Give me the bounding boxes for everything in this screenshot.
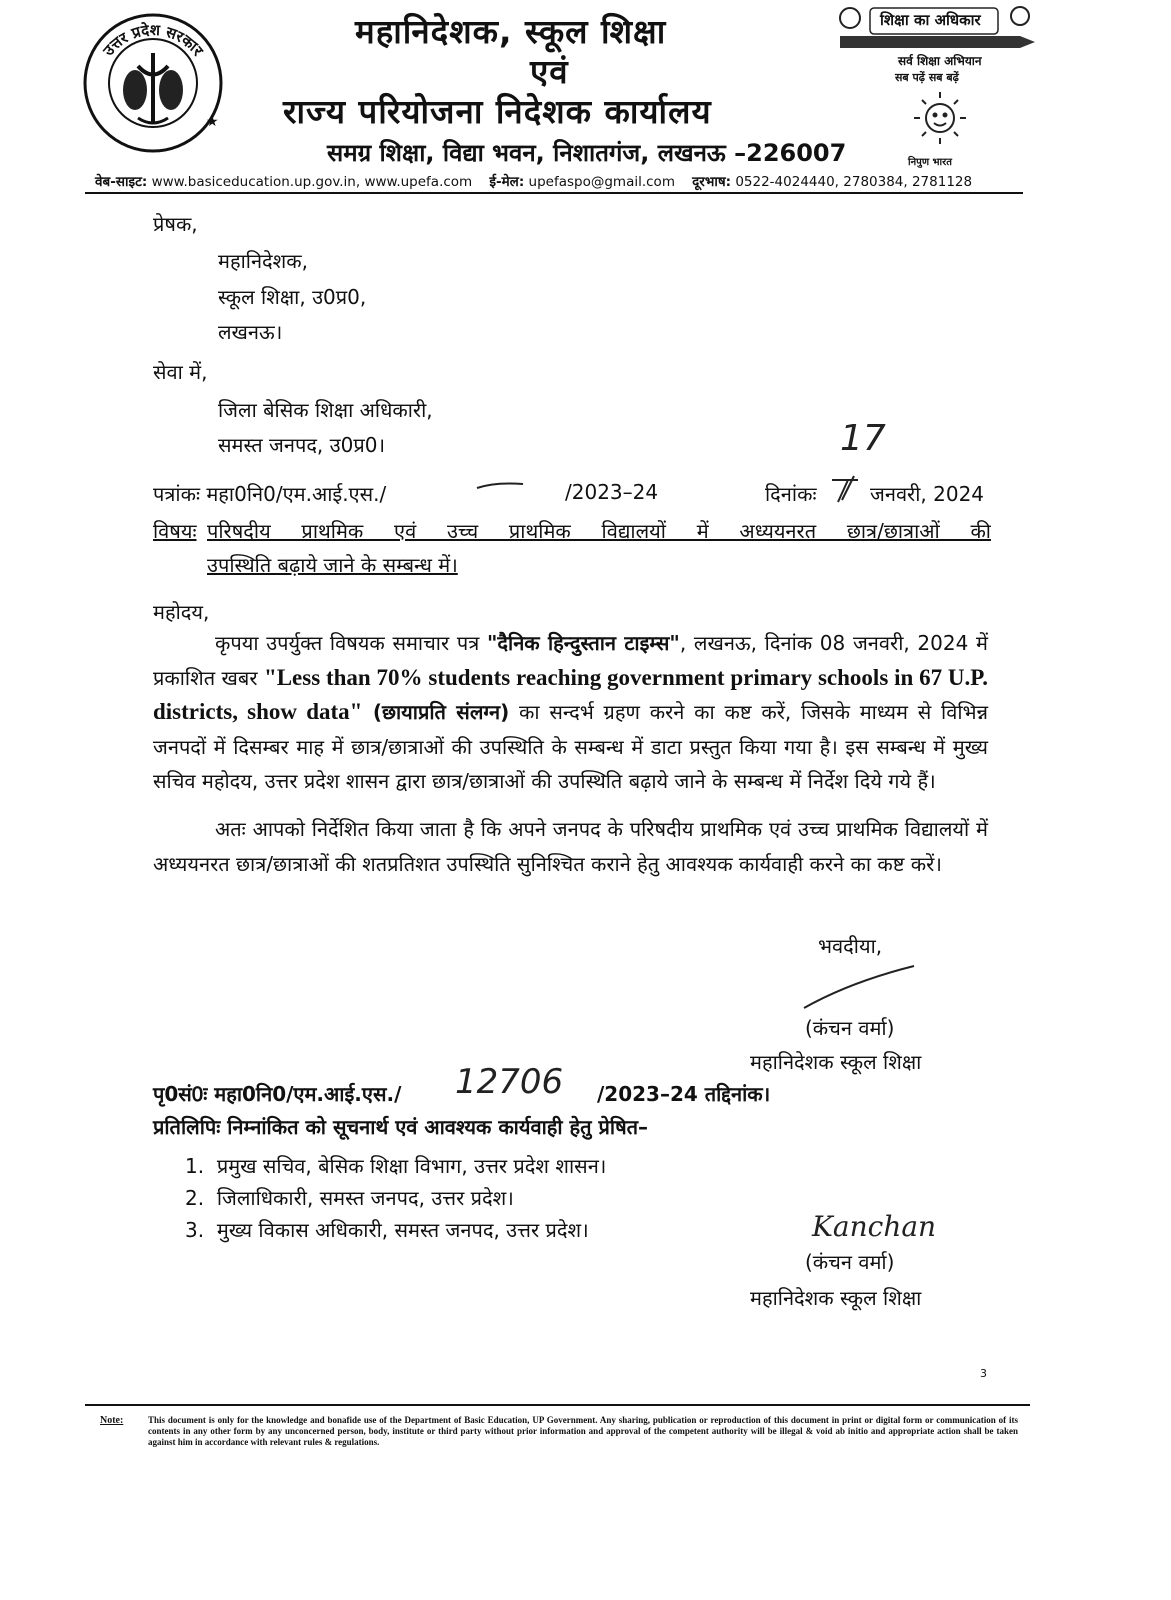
copy-item-text: मुख्य विकास अधिकारी, समस्त जनपद, उत्तर प्रदेश।	[216, 1218, 589, 1242]
recipient-label: सेवा में,	[153, 360, 208, 384]
letter-number: पत्रांकः महा0नि0/एम.आई.एस./	[153, 482, 387, 506]
copy-ref-year: /2023–24 तद्दिनांक।	[597, 1082, 771, 1106]
email-address: upefaspo@gmail.com	[528, 174, 675, 190]
rte-logo-text: शिक्षा का अधिकार	[880, 11, 981, 29]
phone-label: दूरभाष:	[692, 174, 732, 190]
recipient-line-1: जिला बेसिक शिक्षा अधिकारी,	[218, 398, 433, 422]
p1-date: , लखनऊ, दिनांक 08 जनवरी, 2024 में प्रकाशित खबर	[153, 631, 988, 690]
date-strike	[828, 474, 868, 508]
signatory-name-2: (कंचन वर्मा)	[805, 1250, 895, 1274]
header-divider	[85, 192, 1023, 194]
handwritten-date: 17	[840, 418, 886, 459]
date-label: दिनांकः	[765, 482, 817, 506]
header-address: समग्र शिक्षा, विद्या भवन, निशातगंज, लखनऊ –226007	[327, 139, 847, 167]
signatory-designation-2: महानिदेशक स्कूल शिक्षा	[750, 1286, 922, 1310]
news-headline: "Less than 70% students reaching government primary schools in 67 U.P. districts, show data"	[153, 664, 988, 724]
sender-line-1: महानिदेशक,	[218, 249, 308, 273]
header-title-1: महानिदेशक, स्कूल शिक्षा	[355, 12, 667, 51]
salutation: महोदय,	[153, 600, 210, 624]
nipun-bharat-text: निपुण भारत	[908, 157, 952, 168]
header-title-3: राज्य परियोजना निदेशक कार्यालय	[283, 92, 712, 131]
copy-intro: प्रतिलिपिः निम्नांकित को सूचनार्थ एवं आवश्यक कार्यवाही हेतु प्रेषित–	[153, 1115, 649, 1139]
body-paragraph-2: अतः आपको निर्देशित किया जाता है कि अपने जनपद के परिषदीय प्राथमिक एवं उच्च प्राथमिक विद्यालयों में अध्ययनरत छात्र/छात्राओं की शतप्रतिशत उपस्थिति सुनिश्चित कराने हेतु आवश्यक कार्यवाही करने का कष्ट करें।	[153, 817, 988, 876]
contact-bar	[95, 172, 972, 190]
ssa-title: सर्व शिक्षा अभियान	[898, 54, 982, 68]
sender-line-2: स्कूल शिक्षा, उ0प्र0,	[218, 285, 367, 309]
subject-line-1: परिषदीय प्राथमिक एवं उच्च प्राथमिक विद्यालयों में अध्ययनरत छात्र/छात्राओं की	[207, 519, 991, 543]
subject-label: विषयः	[153, 519, 197, 543]
copy-item-2	[185, 1184, 514, 1211]
newspaper-name: "दैनिक हिन्दुस्तान टाइम्स"	[486, 631, 680, 655]
copy-item-number: 2.	[185, 1186, 205, 1210]
copy-item-3	[185, 1216, 589, 1243]
svg-text:★: ★	[206, 114, 219, 130]
signatory-designation-1: महानिदेशक स्कूल शिक्षा	[750, 1050, 922, 1074]
email-label: ई-मेल:	[489, 174, 525, 190]
recipient-line-2: समस्त जनपद, उ0प्र0।	[218, 433, 386, 457]
date-rest: जनवरी, 2024	[870, 482, 985, 506]
state-emblem	[78, 8, 228, 158]
nipun-bharat-logo	[900, 88, 980, 148]
copy-item-number: 3.	[185, 1218, 205, 1242]
copy-item-number: 1.	[185, 1154, 205, 1178]
attachment-note: (छायाप्रति संलग्न)	[362, 700, 510, 724]
copy-ref: पृ0सं0ः महा0नि0/एम.आई.एस./	[153, 1082, 402, 1106]
handwritten-dispatch-number: 12706	[455, 1062, 564, 1102]
p1-rest: का सन्दर्भ ग्रहण करने का कष्ट करें, जिसके माध्यम से विभिन्न जनपदों में दिसम्बर माह में छात्र/छात्राओं की उपस्थिति के सम्बन्ध में डाटा प्रस्तुत किया गया है। इस सम्बन्ध में मुख्य सचिव महोदय, उत्तर प्रदेश शासन द्वारा छात्र/छात्राओं की उपस्थिति बढ़ाये जाने के सम्बन्ध में निर्देश दिये गये हैं।	[153, 700, 988, 793]
header-title-2: एवं	[530, 52, 569, 91]
closing: भवदीया,	[818, 934, 883, 958]
copy-item-text: जिलाधिकारी, समस्त जनपद, उत्तर प्रदेश।	[216, 1186, 514, 1210]
note-label: Note:	[100, 1415, 124, 1426]
sender-line-3: लखनऊ।	[218, 320, 283, 344]
website-links: www.basiceducation.up.gov.in, www.upefa.com	[151, 174, 473, 190]
handwritten-signature: Kanchan	[812, 1210, 937, 1243]
copy-item-1	[185, 1152, 606, 1179]
note-text: This document is only for the knowledge and bonafide use of the Department of Basic Education, UP Government. Any sharing, publication or reproduction of this document in print or digital form or communication of its contents in any other form by any unconcerned person, body, institute or third party without prior information and approval of the competent authority will be illegal & void ab initio and appropriate action shall be taken against him in accordance with relevant rules & regulations.	[148, 1415, 1018, 1447]
letter-year: /2023–24	[565, 480, 659, 504]
p1-intro: कृपया उपर्युक्त विषयक समाचार पत्र	[215, 631, 487, 655]
body-paragraph-1	[153, 626, 988, 799]
subject-line-2: उपस्थिति बढ़ाये जाने के सम्बन्ध में।	[207, 553, 458, 577]
phone-numbers: 0522-4024440, 2780384, 2781128	[735, 174, 973, 190]
signature-stroke-1	[800, 962, 920, 1016]
copy-item-text: प्रमुख सचिव, बेसिक शिक्षा विभाग, उत्तर प्रदेश शासन।	[216, 1154, 607, 1178]
sender-label: प्रेषक,	[153, 212, 198, 236]
emblem-text: उत्तर प्रदेश सरकार	[99, 20, 207, 60]
signatory-name-1: (कंचन वर्मा)	[805, 1016, 895, 1040]
footer-divider	[85, 1404, 1030, 1406]
blank-number-stroke	[475, 478, 525, 500]
ssa-tagline: सब पढ़ें सब बढ़ें	[895, 71, 959, 84]
page-number: 3	[980, 1367, 987, 1380]
web-label: वेब-साइट:	[95, 174, 148, 190]
